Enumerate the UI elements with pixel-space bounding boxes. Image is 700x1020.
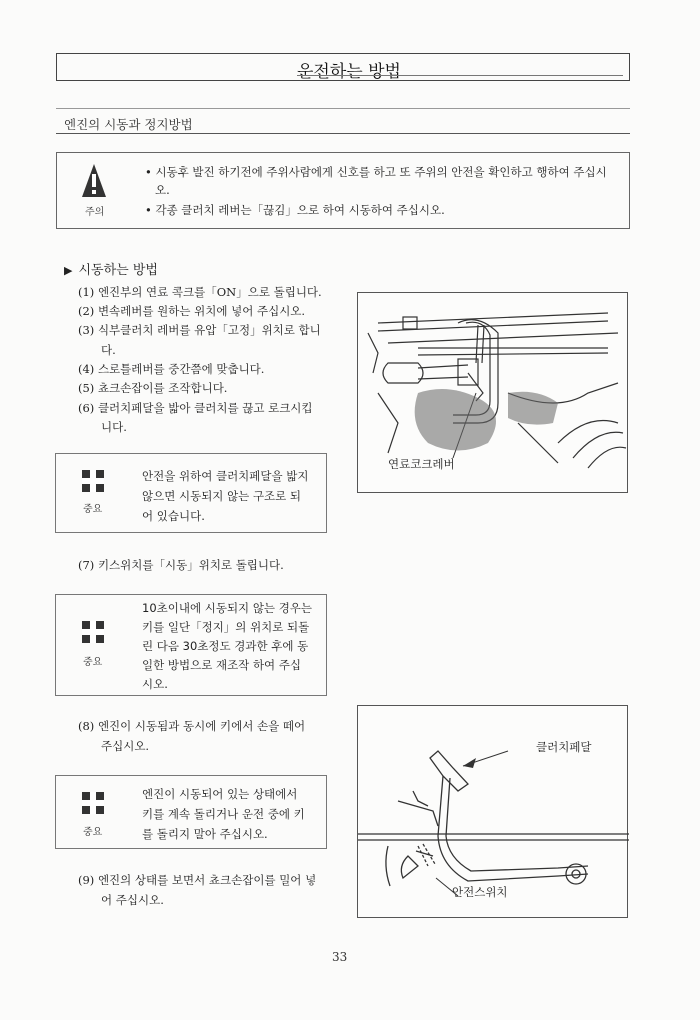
clutch-pedal-label: 클러치페달: [536, 740, 592, 754]
title-underline: [297, 75, 623, 76]
caution-label: 주의: [85, 207, 105, 218]
important-icon: [82, 621, 104, 643]
caution-line-2: • 각종 클러치 레버는「끊김」으로 하여 시동하여 주십시오.: [145, 203, 445, 217]
important-icon: [82, 792, 104, 814]
step-6: (6) 클러치페달을 밟아 클러치를 끊고 로크시킵: [78, 401, 313, 415]
important-3-line-2: 키를 계속 돌리거나 운전 중에 키: [142, 807, 305, 821]
important-icon: [82, 470, 104, 492]
warning-icon: [81, 163, 107, 199]
step-3: (3) 식부클러치 레버를 유압「고정」위치로 합니: [78, 323, 321, 337]
important-box-1: [55, 453, 327, 533]
figure-fuel-cock-lever: [357, 292, 628, 493]
step-9-cont: 어 주십시오.: [101, 893, 164, 907]
important-2-line-5: 시오.: [142, 677, 168, 691]
step-6-cont: 니다.: [101, 420, 127, 434]
important-3-line-3: 를 돌리지 말아 주십시오.: [142, 827, 268, 841]
subsection-heading: [64, 259, 158, 278]
important-1-line-1: 안전을 위하여 클러치페달을 밟지: [142, 469, 309, 483]
step-5: (5) 쵸크손잡이를 조작합니다.: [78, 381, 228, 395]
important-label: 중요: [83, 827, 103, 838]
page-title-box: [56, 53, 630, 81]
important-2-line-1: 10초이내에 시동되지 않는 경우는: [142, 601, 313, 615]
section-title: 엔진의 시동과 정지방법: [64, 117, 193, 132]
step-9: (9) 엔진의 상태를 보면서 쵸크손잡이를 밀어 넣: [78, 873, 317, 887]
important-3-line-1: 엔진이 시동되어 있는 상태에서: [142, 787, 298, 801]
figure-clutch-pedal: [357, 705, 628, 918]
step-2: (2) 변속레버를 원하는 위치에 넣어 주십시오.: [78, 304, 306, 318]
page-number: 33: [332, 950, 348, 964]
safety-switch-label: 안전스위치: [452, 885, 508, 899]
important-1-line-3: 어 있습니다.: [142, 509, 205, 523]
important-1-line-2: 않으면 시동되지 않는 구조로 되: [142, 489, 302, 503]
important-2-line-4: 일한 방법으로 재조작 하여 주십: [142, 658, 302, 672]
step-8-cont: 주십시오.: [101, 739, 150, 753]
important-2-line-3: 린 다음 30초정도 경과한 후에 동: [142, 639, 309, 653]
important-label: 중요: [83, 657, 103, 668]
section-header: [56, 108, 630, 134]
step-1: (1) 엔진부의 연료 콕크를「ON」으로 돌립니다.: [78, 285, 322, 299]
important-box-3: [55, 775, 327, 849]
step-7: (7) 키스위치를「시동」위치로 돌립니다.: [78, 558, 284, 572]
caution-line-1b: 오.: [155, 183, 170, 197]
caution-line-1: • 시동후 발진 하기전에 주위사람에게 신호를 하고 또 주위의 안전을 확인하고 행하여 주십시: [145, 165, 607, 179]
step-3-cont: 다.: [101, 343, 116, 357]
fuel-cock-lever-label: 연료코크레버: [388, 457, 455, 471]
important-2-line-2: 키를 일단「정지」의 위치로 되돌: [142, 620, 310, 634]
caution-box: [56, 152, 630, 229]
important-box-2: [55, 594, 327, 696]
subsection-title: 시동하는 방법: [78, 263, 158, 278]
step-8: (8) 엔진이 시동됨과 동시에 키에서 손을 떼어: [78, 719, 306, 733]
step-4: (4) 스로틀레버를 중간쯤에 맞춥니다.: [78, 362, 265, 376]
triangle-bullet-icon: ▶: [64, 264, 73, 277]
important-label: 중요: [83, 504, 103, 515]
page-title: 운전하는 방법: [297, 62, 401, 82]
